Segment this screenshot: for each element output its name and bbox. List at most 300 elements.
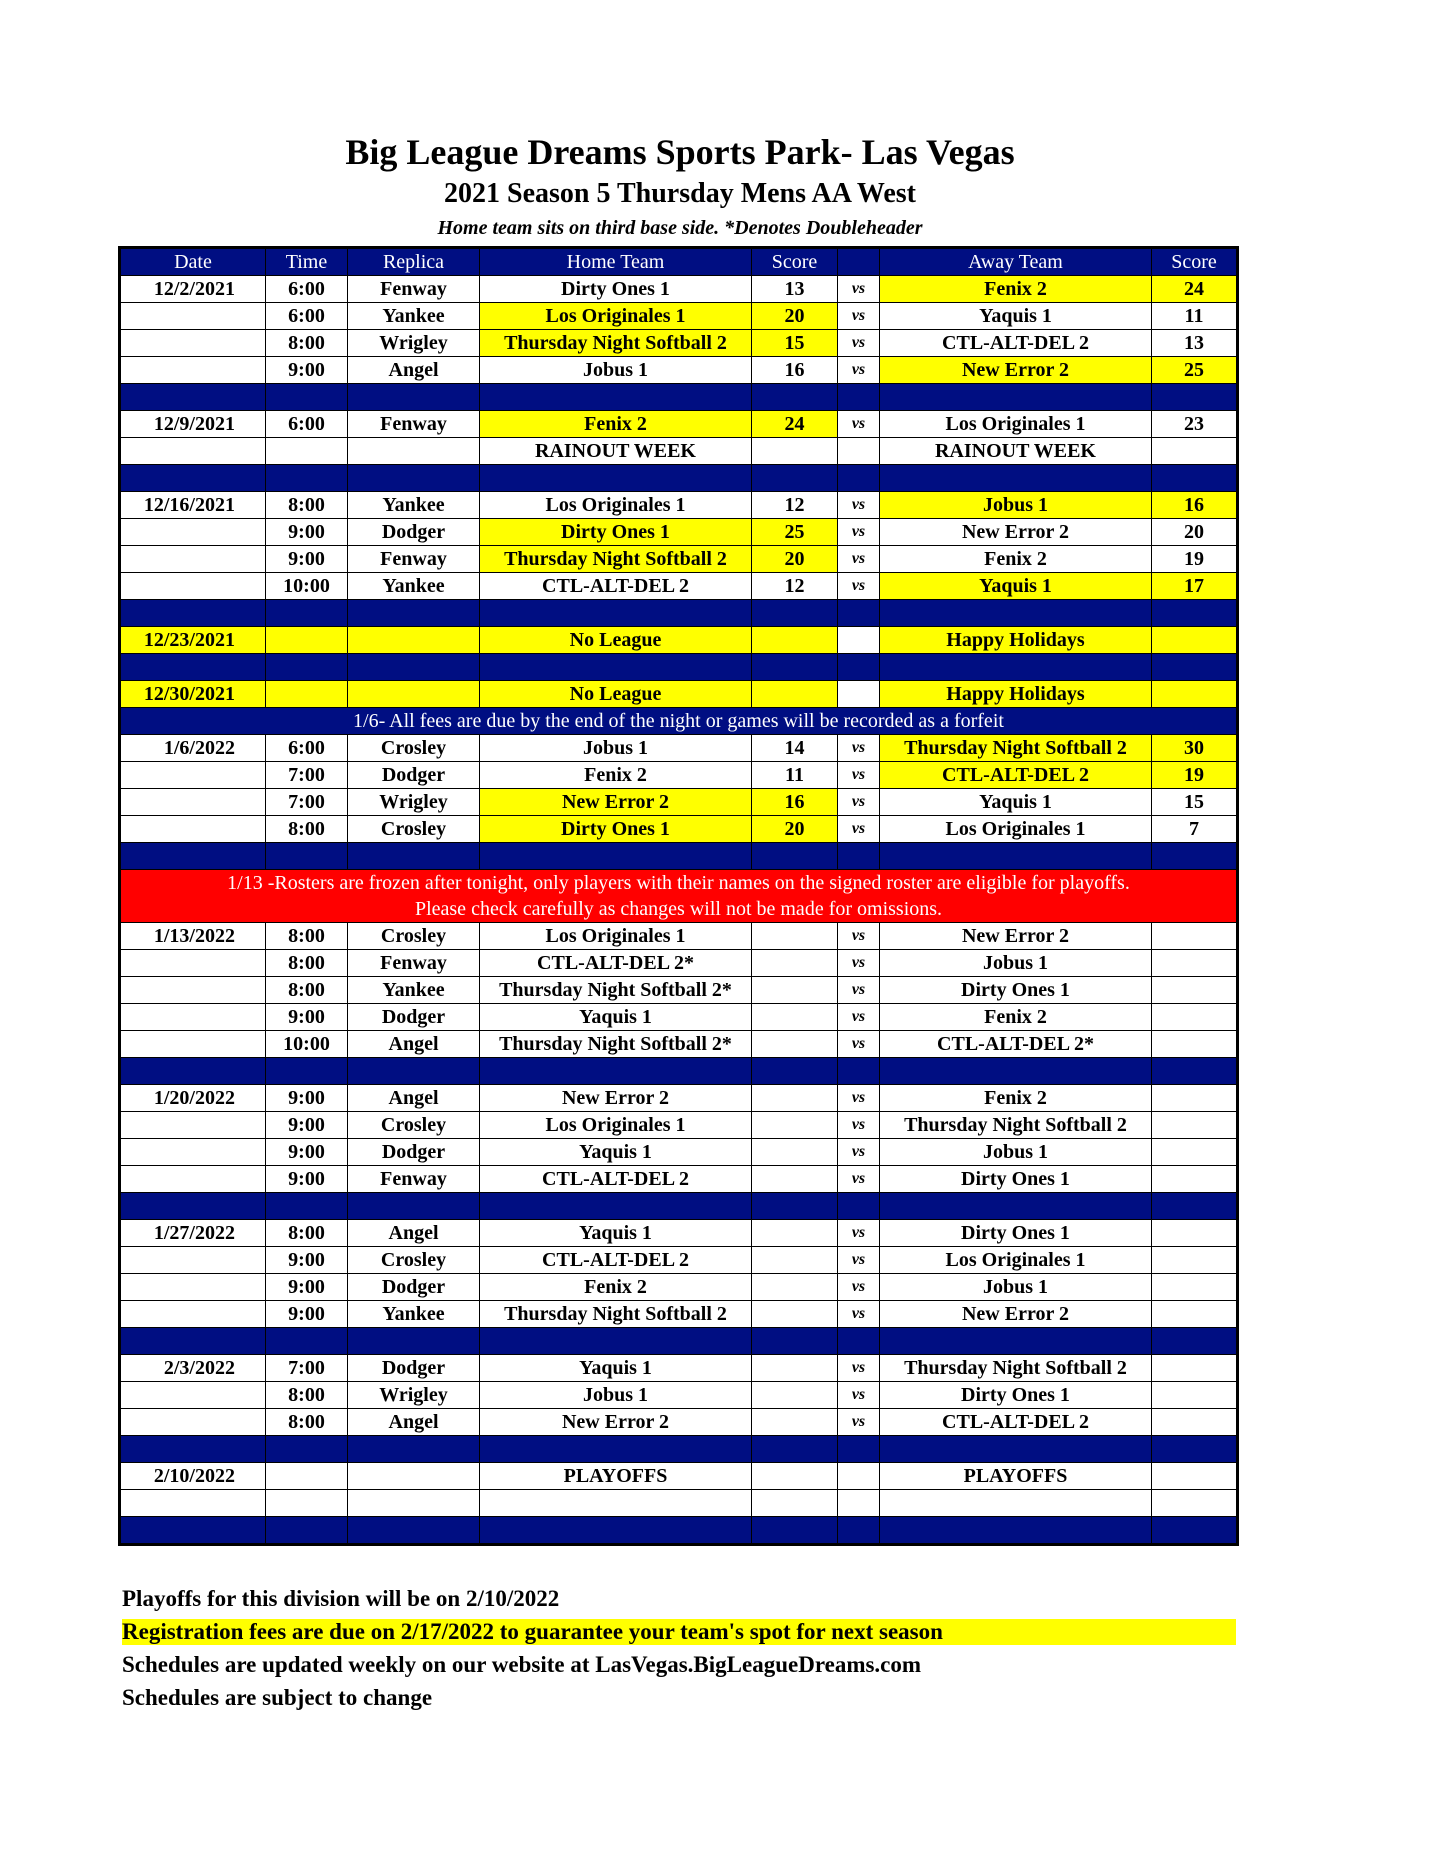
field-name: Dodger: [348, 519, 480, 546]
field-name: Fenway: [348, 411, 480, 438]
game-date: 12/2/2021: [120, 276, 266, 303]
away-team: Dirty Ones 1: [880, 1220, 1152, 1247]
away-score: 24: [1152, 276, 1238, 303]
game-time: 9:00: [266, 1166, 348, 1193]
away-team: Thursday Night Softball 2: [880, 1355, 1152, 1382]
away-team: CTL-ALT-DEL 2: [880, 762, 1152, 789]
home-team: Thursday Night Softball 2: [480, 546, 752, 573]
separator-cell: [266, 465, 348, 492]
home-team: Jobus 1: [480, 357, 752, 384]
game-date: [120, 357, 266, 384]
home-team: Los Originales 1: [480, 492, 752, 519]
game-date: [120, 573, 266, 600]
separator-cell: [266, 384, 348, 411]
versus-label: vs: [838, 923, 880, 950]
game-row: [120, 1004, 1238, 1031]
versus-label: [838, 681, 880, 708]
versus-label: vs: [838, 1409, 880, 1436]
field-name: Fenway: [348, 950, 480, 977]
separator-cell: [1152, 600, 1238, 627]
roster-alert-row: [120, 870, 1238, 923]
away-team: Fenix 2: [880, 546, 1152, 573]
separator-cell: [1152, 1436, 1238, 1463]
notice-row: [120, 708, 1238, 735]
separator-cell: [348, 1436, 480, 1463]
home-team: PLAYOFFS: [480, 1463, 752, 1490]
header-replica: Replica: [348, 248, 480, 276]
game-time: [266, 1463, 348, 1490]
game-date: 2/10/2022: [120, 1463, 266, 1490]
game-date: [120, 1112, 266, 1139]
away-team: Los Originales 1: [880, 411, 1152, 438]
field-name: Fenway: [348, 1166, 480, 1193]
separator-cell: [752, 1058, 838, 1085]
game-row: [120, 1139, 1238, 1166]
separator-cell: [880, 1058, 1152, 1085]
away-score: [1152, 1274, 1238, 1301]
game-time: 8:00: [266, 1409, 348, 1436]
away-score: 20: [1152, 519, 1238, 546]
home-score: [752, 1490, 838, 1517]
away-team: Los Originales 1: [880, 1247, 1152, 1274]
game-time: 9:00: [266, 357, 348, 384]
home-team: Dirty Ones 1: [480, 816, 752, 843]
separator-row: [120, 1328, 1238, 1355]
field-name: Angel: [348, 1220, 480, 1247]
schedule-body: [120, 276, 1238, 1545]
game-row: [120, 977, 1238, 1004]
game-row: [120, 492, 1238, 519]
header-time: Time: [266, 248, 348, 276]
separator-cell: [752, 1517, 838, 1545]
home-team: Yaquis 1: [480, 1004, 752, 1031]
game-date: [120, 816, 266, 843]
separator-cell: [752, 384, 838, 411]
away-team: Dirty Ones 1: [880, 1166, 1152, 1193]
away-score: 19: [1152, 546, 1238, 573]
header-away-team: Away Team: [880, 248, 1152, 276]
home-team: No League: [480, 627, 752, 654]
home-team: Yaquis 1: [480, 1355, 752, 1382]
game-time: 6:00: [266, 303, 348, 330]
separator-cell: [752, 1436, 838, 1463]
versus-label: vs: [838, 276, 880, 303]
away-team: Happy Holidays: [880, 681, 1152, 708]
game-time: 8:00: [266, 492, 348, 519]
game-time: 8:00: [266, 977, 348, 1004]
separator-cell: [880, 654, 1152, 681]
field-name: Yankee: [348, 977, 480, 1004]
versus-label: vs: [838, 303, 880, 330]
game-time: 9:00: [266, 1004, 348, 1031]
field-name: Yankee: [348, 303, 480, 330]
separator-row: [120, 654, 1238, 681]
field-name: Wrigley: [348, 1382, 480, 1409]
separator-cell: [480, 1193, 752, 1220]
separator-row: [120, 843, 1238, 870]
home-score: [752, 1220, 838, 1247]
game-date: [120, 1004, 266, 1031]
away-team: Happy Holidays: [880, 627, 1152, 654]
footer-website: Schedules are updated weekly on our website at LasVegas.BigLeagueDreams.com: [122, 1652, 922, 1677]
field-name: Dodger: [348, 1004, 480, 1031]
away-score: [1152, 1463, 1238, 1490]
home-score: 13: [752, 276, 838, 303]
footer-playoffs: Playoffs for this division will be on 2/10/2022: [122, 1586, 560, 1611]
game-date: [120, 1382, 266, 1409]
versus-label: vs: [838, 1112, 880, 1139]
field-name: Fenway: [348, 276, 480, 303]
versus-label: vs: [838, 950, 880, 977]
separator-cell: [752, 1328, 838, 1355]
home-score: 25: [752, 519, 838, 546]
field-name: Angel: [348, 357, 480, 384]
home-score: [752, 1301, 838, 1328]
versus-label: vs: [838, 519, 880, 546]
home-score: [752, 1139, 838, 1166]
roster-alert-line: 1/13 -Rosters are frozen after tonight, only players with their names on the signed roster are eligible for playoffs.: [227, 872, 1130, 894]
home-team: Fenix 2: [480, 411, 752, 438]
separator-cell: [838, 1058, 880, 1085]
game-time: 8:00: [266, 950, 348, 977]
game-time: 10:00: [266, 573, 348, 600]
game-row: [120, 276, 1238, 303]
field-name: Angel: [348, 1031, 480, 1058]
page-subtitle: 2021 Season 5 Thursday Mens AA West: [444, 178, 916, 209]
game-time: [266, 438, 348, 465]
home-score: 20: [752, 816, 838, 843]
footer-registration: Registration fees are due on 2/17/2022 to guarantee your team's spot for next season: [122, 1619, 1236, 1645]
separator-cell: [348, 1328, 480, 1355]
home-score: 15: [752, 330, 838, 357]
field-name: Fenway: [348, 546, 480, 573]
away-team: Dirty Ones 1: [880, 1382, 1152, 1409]
versus-label: vs: [838, 789, 880, 816]
versus-label: vs: [838, 1355, 880, 1382]
separator-cell: [1152, 1328, 1238, 1355]
game-time: 9:00: [266, 1139, 348, 1166]
home-score: [752, 681, 838, 708]
home-team: New Error 2: [480, 1409, 752, 1436]
field-name: Crosley: [348, 816, 480, 843]
field-name: Yankee: [348, 492, 480, 519]
game-date: [120, 1031, 266, 1058]
away-team: New Error 2: [880, 357, 1152, 384]
home-score: 12: [752, 573, 838, 600]
home-score: 20: [752, 546, 838, 573]
away-score: [1152, 1301, 1238, 1328]
game-row: [120, 681, 1238, 708]
separator-cell: [838, 654, 880, 681]
separator-cell: [480, 600, 752, 627]
away-score: [1152, 1166, 1238, 1193]
home-score: [752, 977, 838, 1004]
separator-cell: [348, 1517, 480, 1545]
versus-label: vs: [838, 816, 880, 843]
versus-label: vs: [838, 492, 880, 519]
away-team: Fenix 2: [880, 1085, 1152, 1112]
game-date: [120, 330, 266, 357]
away-team: Thursday Night Softball 2: [880, 1112, 1152, 1139]
header-vs: [838, 248, 880, 276]
game-time: 8:00: [266, 330, 348, 357]
versus-label: vs: [838, 1004, 880, 1031]
game-time: 9:00: [266, 1301, 348, 1328]
versus-label: [838, 627, 880, 654]
home-score: 12: [752, 492, 838, 519]
separator-cell: [1152, 384, 1238, 411]
field-name: [348, 1463, 480, 1490]
separator-cell: [838, 384, 880, 411]
separator-cell: [880, 1436, 1152, 1463]
game-date: [120, 1274, 266, 1301]
field-name: Angel: [348, 1085, 480, 1112]
home-team: Los Originales 1: [480, 1112, 752, 1139]
field-name: Crosley: [348, 923, 480, 950]
versus-label: vs: [838, 1274, 880, 1301]
separator-cell: [348, 1058, 480, 1085]
separator-cell: [266, 654, 348, 681]
field-name: Crosley: [348, 735, 480, 762]
game-row: [120, 330, 1238, 357]
game-time: 7:00: [266, 789, 348, 816]
away-score: 11: [1152, 303, 1238, 330]
versus-label: [838, 1463, 880, 1490]
versus-label: vs: [838, 573, 880, 600]
separator-cell: [480, 1436, 752, 1463]
field-name: Wrigley: [348, 330, 480, 357]
game-date: [120, 1166, 266, 1193]
game-date: [120, 546, 266, 573]
versus-label: vs: [838, 1031, 880, 1058]
away-score: [1152, 1112, 1238, 1139]
separator-cell: [120, 600, 266, 627]
versus-label: vs: [838, 762, 880, 789]
away-score: 16: [1152, 492, 1238, 519]
home-score: [752, 1004, 838, 1031]
separator-cell: [752, 1193, 838, 1220]
header-home-score: Score: [752, 248, 838, 276]
separator-cell: [480, 843, 752, 870]
game-date: [120, 977, 266, 1004]
field-name: Crosley: [348, 1247, 480, 1274]
page-title: Big League Dreams Sports Park- Las Vegas: [345, 132, 1015, 172]
home-team: Jobus 1: [480, 1382, 752, 1409]
home-score: 11: [752, 762, 838, 789]
separator-cell: [120, 1193, 266, 1220]
away-team: New Error 2: [880, 1301, 1152, 1328]
separator-cell: [880, 1328, 1152, 1355]
away-score: 7: [1152, 816, 1238, 843]
away-score: [1152, 438, 1238, 465]
game-date: [120, 438, 266, 465]
separator-cell: [266, 843, 348, 870]
away-team: Yaquis 1: [880, 789, 1152, 816]
field-name: Dodger: [348, 1355, 480, 1382]
field-name: Dodger: [348, 762, 480, 789]
home-score: 16: [752, 789, 838, 816]
home-score: [752, 438, 838, 465]
separator-cell: [348, 384, 480, 411]
separator-row: [120, 1193, 1238, 1220]
separator-cell: [120, 1328, 266, 1355]
roster-alert-line: Please check carefully as changes will not be made for omissions.: [414, 898, 943, 920]
away-team: Yaquis 1: [880, 573, 1152, 600]
separator-row: [120, 384, 1238, 411]
home-team: Yaquis 1: [480, 1139, 752, 1166]
game-time: [266, 1490, 348, 1517]
home-score: [752, 1085, 838, 1112]
separator-cell: [838, 1193, 880, 1220]
header-home-team: Home Team: [480, 248, 752, 276]
home-score: 14: [752, 735, 838, 762]
footer-subject: Schedules are subject to change: [122, 1685, 433, 1710]
home-team: Dirty Ones 1: [480, 276, 752, 303]
away-team: RAINOUT WEEK: [880, 438, 1152, 465]
separator-cell: [266, 1517, 348, 1545]
field-name: [348, 627, 480, 654]
home-score: [752, 1031, 838, 1058]
away-score: [1152, 1490, 1238, 1517]
separator-cell: [120, 1058, 266, 1085]
field-name: Crosley: [348, 1112, 480, 1139]
separator-cell: [120, 1517, 266, 1545]
versus-label: vs: [838, 1382, 880, 1409]
home-score: 24: [752, 411, 838, 438]
header-away-score: Score: [1152, 248, 1238, 276]
home-team: [480, 1490, 752, 1517]
game-time: [266, 627, 348, 654]
game-row: [120, 1301, 1238, 1328]
away-team: Dirty Ones 1: [880, 977, 1152, 1004]
versus-label: [838, 1490, 880, 1517]
game-time: 6:00: [266, 411, 348, 438]
separator-cell: [752, 654, 838, 681]
away-score: [1152, 1220, 1238, 1247]
separator-cell: [880, 1193, 1152, 1220]
separator-cell: [120, 1436, 266, 1463]
away-team: Jobus 1: [880, 950, 1152, 977]
away-score: [1152, 1409, 1238, 1436]
home-team: Dirty Ones 1: [480, 519, 752, 546]
home-score: [752, 1355, 838, 1382]
separator-cell: [838, 465, 880, 492]
home-score: [752, 950, 838, 977]
away-team: Fenix 2: [880, 276, 1152, 303]
separator-row: [120, 1058, 1238, 1085]
versus-label: vs: [838, 357, 880, 384]
separator-row: [120, 1517, 1238, 1545]
away-team: Fenix 2: [880, 1004, 1152, 1031]
separator-cell: [266, 1193, 348, 1220]
home-team: CTL-ALT-DEL 2: [480, 1166, 752, 1193]
separator-cell: [838, 843, 880, 870]
separator-cell: [266, 1058, 348, 1085]
separator-cell: [266, 1436, 348, 1463]
away-score: [1152, 681, 1238, 708]
game-time: 8:00: [266, 1220, 348, 1247]
game-date: [120, 519, 266, 546]
versus-label: vs: [838, 1085, 880, 1112]
field-name: Angel: [348, 1409, 480, 1436]
separator-cell: [752, 600, 838, 627]
game-row: [120, 1355, 1238, 1382]
away-score: 25: [1152, 357, 1238, 384]
game-row: [120, 1382, 1238, 1409]
game-time: 9:00: [266, 1085, 348, 1112]
separator-cell: [120, 654, 266, 681]
versus-label: vs: [838, 546, 880, 573]
versus-label: [838, 438, 880, 465]
game-time: 8:00: [266, 1382, 348, 1409]
versus-label: vs: [838, 977, 880, 1004]
separator-cell: [266, 1328, 348, 1355]
game-time: 7:00: [266, 762, 348, 789]
game-row: [120, 573, 1238, 600]
home-score: [752, 1247, 838, 1274]
away-score: 15: [1152, 789, 1238, 816]
game-date: 12/16/2021: [120, 492, 266, 519]
away-team: CTL-ALT-DEL 2*: [880, 1031, 1152, 1058]
separator-cell: [838, 1517, 880, 1545]
away-team: Jobus 1: [880, 1274, 1152, 1301]
separator-cell: [752, 465, 838, 492]
away-team: Yaquis 1: [880, 303, 1152, 330]
game-row: [120, 438, 1238, 465]
separator-cell: [838, 600, 880, 627]
away-team: CTL-ALT-DEL 2: [880, 330, 1152, 357]
roster-alert: [120, 870, 1238, 923]
separator-cell: [348, 843, 480, 870]
home-team: CTL-ALT-DEL 2: [480, 1247, 752, 1274]
separator-cell: [120, 843, 266, 870]
home-team: RAINOUT WEEK: [480, 438, 752, 465]
separator-cell: [348, 654, 480, 681]
game-time: 9:00: [266, 1247, 348, 1274]
game-row: [120, 1166, 1238, 1193]
game-date: [120, 1409, 266, 1436]
home-team: Los Originales 1: [480, 923, 752, 950]
away-score: [1152, 1004, 1238, 1031]
separator-cell: [1152, 843, 1238, 870]
separator-cell: [480, 384, 752, 411]
separator-cell: [120, 384, 266, 411]
game-date: 2/3/2022: [120, 1355, 266, 1382]
game-row: [120, 950, 1238, 977]
game-date: 12/23/2021: [120, 627, 266, 654]
game-row: [120, 1247, 1238, 1274]
game-row: [120, 816, 1238, 843]
separator-cell: [480, 1058, 752, 1085]
game-row: [120, 762, 1238, 789]
away-score: 23: [1152, 411, 1238, 438]
versus-label: vs: [838, 1139, 880, 1166]
separator-cell: [880, 465, 1152, 492]
separator-cell: [1152, 1517, 1238, 1545]
away-team: New Error 2: [880, 519, 1152, 546]
home-team: New Error 2: [480, 1085, 752, 1112]
away-score: [1152, 1382, 1238, 1409]
separator-row: [120, 600, 1238, 627]
game-row: [120, 357, 1238, 384]
separator-cell: [880, 843, 1152, 870]
table-header-row: [120, 248, 1238, 276]
game-date: 1/13/2022: [120, 923, 266, 950]
game-row: [120, 735, 1238, 762]
away-team: PLAYOFFS: [880, 1463, 1152, 1490]
away-score: 17: [1152, 573, 1238, 600]
game-row: [120, 1409, 1238, 1436]
